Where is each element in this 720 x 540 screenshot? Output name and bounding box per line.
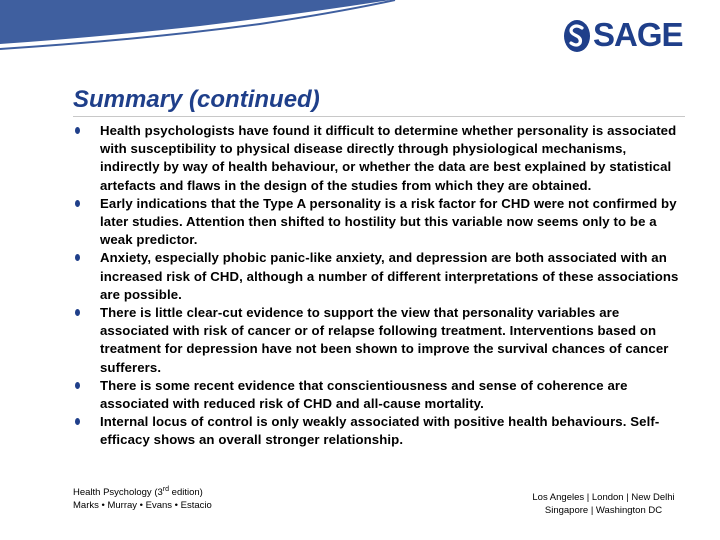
footer-offices-line2: Singapore | Washington DC [544,505,663,516]
footer-offices-line1: Los Angeles | London | New Delhi [532,492,675,503]
swoosh-band [0,0,390,44]
bullet-dot-icon [75,382,80,389]
bullet-dot-icon [75,127,80,134]
book-title-text: Health Psychology (3 [73,487,163,498]
bullet-text: Internal locus of control is only weakly associated with positive health behaviours. Self-efficacy shows an overall stronger relationship. [100,414,660,448]
book-edition-sup: rd [162,485,170,493]
bullet-item [75,249,685,304]
footer-offices [512,491,695,517]
bullet-list [75,122,685,450]
bullet-text: Health psychologists have found it difficult to determine whether personality is associated with susceptibility to physical disease directly through physiological mechanisms, indirectly by way of health behaviour, or whether the data are best explained by statistical artefacts and flaws in the design of the studies from which they are obtained. [100,123,677,193]
bullet-item [75,377,685,413]
bullet-item [75,122,685,195]
bullet-item [75,304,685,377]
bullet-text: There is little clear-cut evidence to support the view that personality variables are associated with risk of cancer or of relapse following treatment. Interventions based on treatment for depression have not been shown to improve the survival chances of cancer sufferers. [100,305,669,375]
bullet-item [75,195,685,250]
sage-logo-mark-icon [563,18,593,54]
sage-logo [563,16,683,54]
bullet-text: Anxiety, especially phobic panic-like anxiety, and depression are both associated with an increased risk of CHD, although a number of different interpretations of these associations are possible. [100,250,679,302]
bullet-dot-icon [75,309,80,316]
footer-book-info [73,487,212,512]
title-rule [73,116,685,117]
bullet-dot-icon [75,254,80,261]
bullet-item [75,413,685,449]
footer-authors: Marks • Murray • Evans • Estacio [73,499,212,511]
book-title-suffix: edition) [169,487,203,498]
bullet-text: There is some recent evidence that conscientiousness and sense of coherence are associated with reduced risk of CHD and all-cause mortality. [100,377,628,412]
bullet-dot-icon [75,418,80,425]
footer-book-title [73,487,212,500]
slide-title: Summary (continued) [73,86,320,113]
sage-logo-text: SAGE [593,16,683,53]
bullet-dot-icon [75,200,80,207]
bullet-text: Early indications that the Type A personality is a risk factor for CHD were not confirmed by later studies. Attention then shifted to hostility but this variable now seems only to be a weak predictor. [100,195,677,248]
